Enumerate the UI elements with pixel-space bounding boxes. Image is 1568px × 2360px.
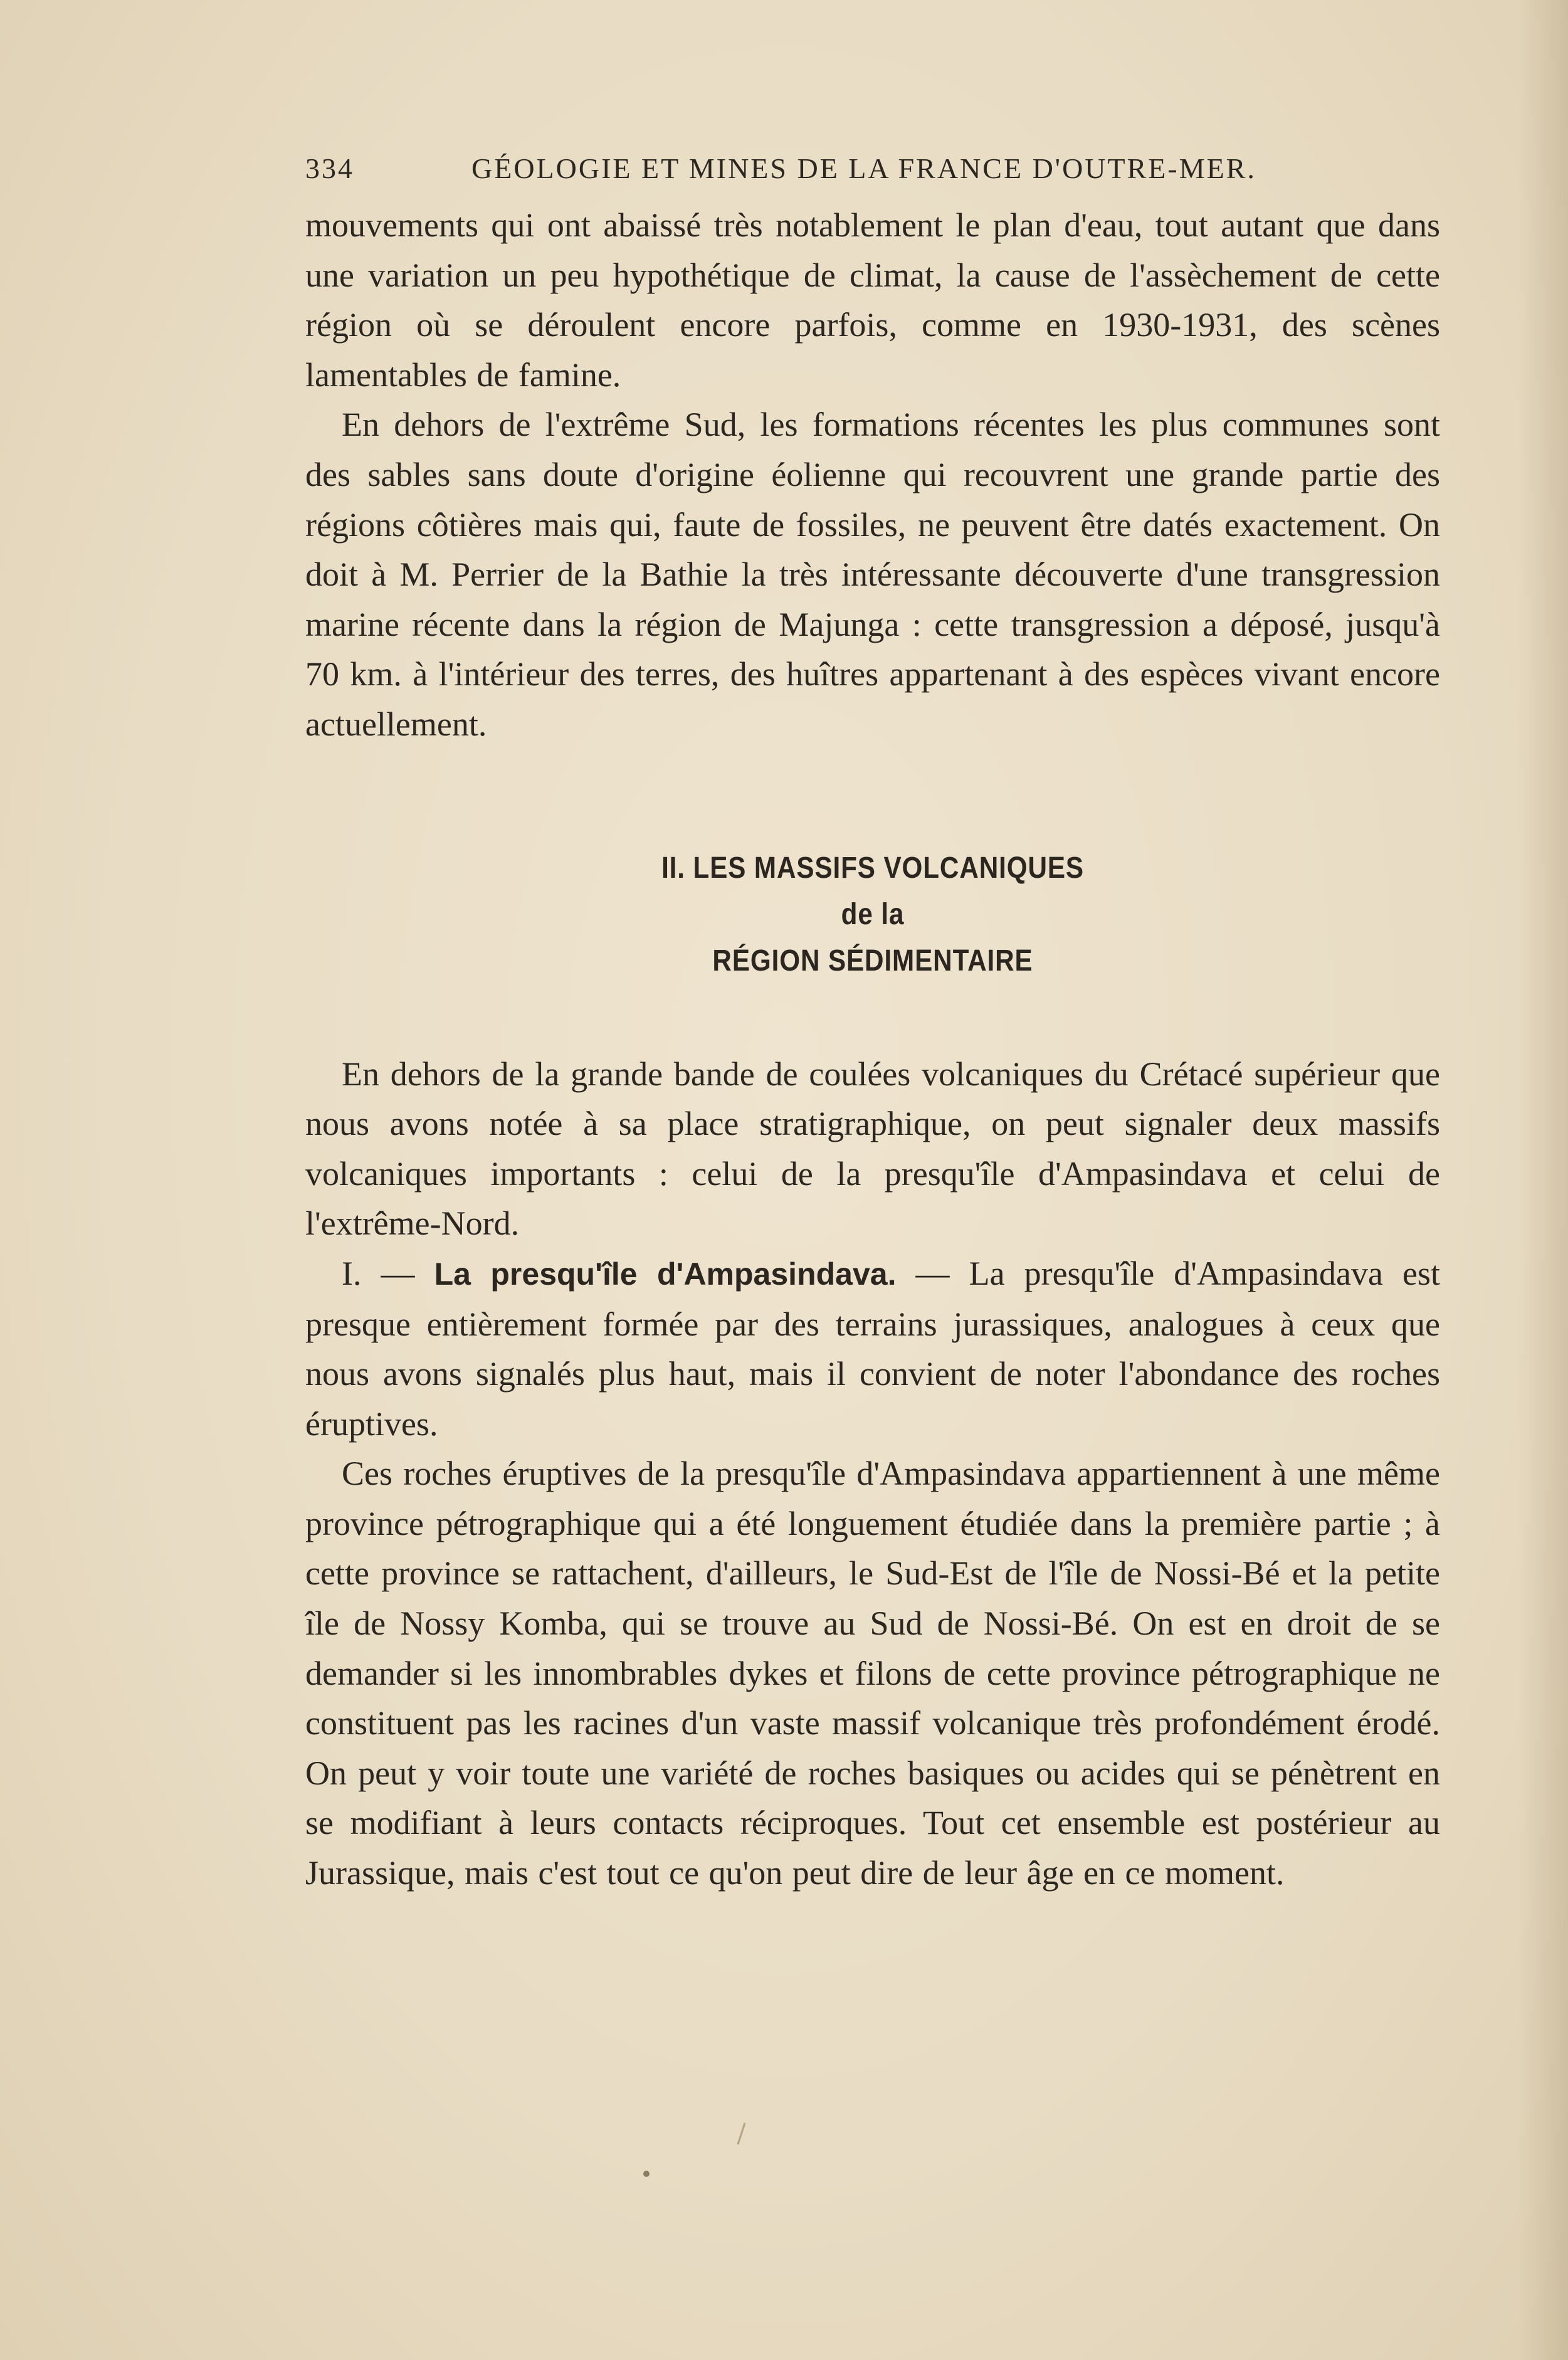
paragraph-recent-formations: En dehors de l'extrême Sud, les formations récentes les plus communes sont des sables sans doute d'origine éolienne qui recouvrent une grande partie des régions côtières mais qui, faute de fossiles, ne peuvent être datés exactement. On doit à M. Perrier de la Bathie la très intéressante découverte d'une transgression marine récente dans la région de Majunga : cette transgression a déposé, jusqu'à 70 km. à l'intérieur des terres, des huîtres appartenant à des espèces vivant encore actuellement. [305,406,1440,743]
section-intro-paragraph: En dehors de la grande bande de coulées volcaniques du Crétacé supérieur que nous avons notée à sa place stratigraphique, on peut signaler deux massifs volcaniques importants : celui de la presqu'île d'Ampasindava et celui de l'extrême-Nord. [305,1055,1440,1243]
running-title: GÉOLOGIE ET MINES DE LA FRANCE D'OUTRE-MER. [471,152,1256,184]
running-head [305,144,1440,201]
section-heading-line-3: RÉGION SÉDIMENTAIRE [712,944,1033,977]
subsection-paragraph [305,1249,1440,1449]
binding-shadow [1518,0,1568,2360]
paragraph-continuation: mouvements qui ont abaissé très notablement le plan d'eau, tout autant que dans une variation un peu hypothétique de climat, la cause de l'assèchement de cette région où se déroulent encore parfois, comme en 1930-1931, des scènes lamentables de famine. [305,206,1440,394]
paper-speck [643,2171,650,2177]
page-number: 334 [305,152,354,184]
section-heading [374,845,1372,984]
section-heading-line-1: II. LES MASSIFS VOLCANIQUES [661,851,1084,885]
subsection-title: La presqu'île d'Ampasindava. [434,1256,897,1292]
subsection-body: La presqu'île d'Ampasindava est presque entièrement formée par des terrains jurassiques, analogues à ceux que nous avons signalés plus haut, mais il convient de noter l'abondance des roches éruptives. [305,1254,1440,1443]
section-heading-line-2: de la [841,897,905,931]
paragraph-eruptive-rocks: Ces roches éruptives de la presqu'île d'Ampasindava appartiennent à une même province pétrographique qui a été longuement étudiée dans la première partie ; à cette province se rattachent, d'ailleurs, le Sud-Est de l'île de Nossi-Bé et la petite île de Nossy Komba, qui se trouve au Sud de Nossi-Bé. On est en droit de se demander si les innombrables dykes et filons de cette province pétrographique ne constituent pas les racines d'un vaste massif volcanique très profondément érodé. On peut y voir toute une variété de roches basiques ou acides qui se pénètrent en se modifiant à leurs contacts réciproques. Tout cet ensemble est postérieur au Jurassique, mais c'est tout ce qu'on peut dire de leur âge en ce moment. [305,1455,1440,1892]
subsection-dash: — [896,1254,969,1292]
subsection-number: I. — [342,1254,434,1292]
page-body [305,144,1440,1899]
